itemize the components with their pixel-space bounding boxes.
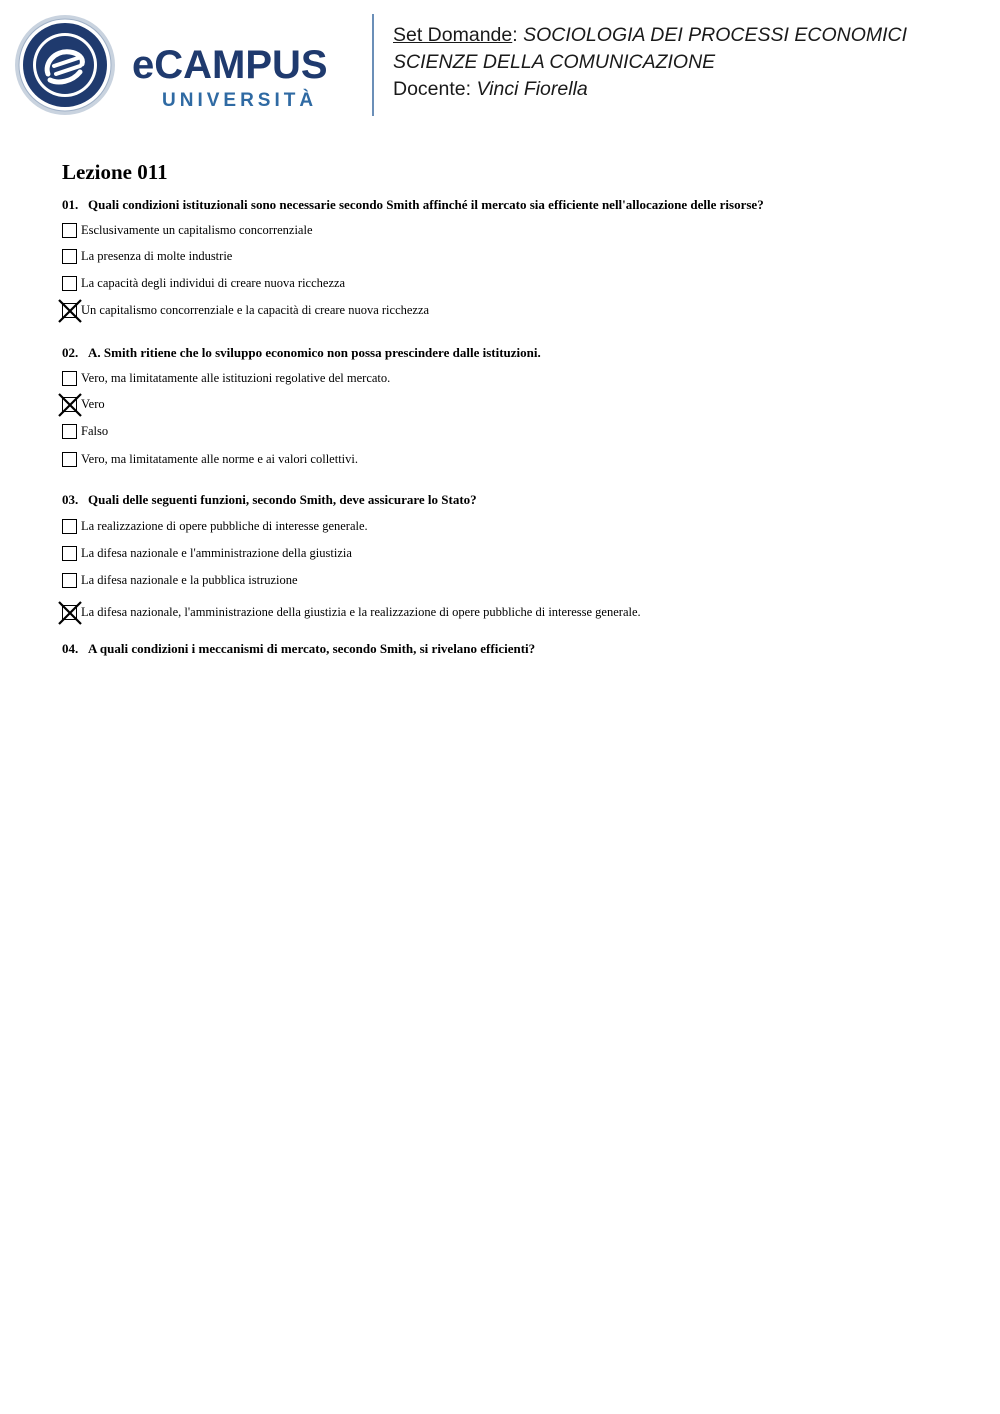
- header-divider: [372, 14, 374, 116]
- question-number: 04.: [62, 641, 79, 656]
- x-mark-icon: [58, 393, 82, 417]
- question-text: Quali delle seguenti funzioni, secondo Smith, deve assicurare lo Stato?: [88, 492, 477, 507]
- checked-checkbox[interactable]: [62, 397, 77, 412]
- checkbox[interactable]: [62, 371, 77, 386]
- checkbox[interactable]: [62, 519, 77, 534]
- question-number: 02.: [62, 345, 79, 360]
- option-label: La difesa nazionale e la pubblica istruzione: [81, 573, 298, 587]
- ecampus-seal-logo: [14, 14, 116, 116]
- x-mark-icon: [58, 299, 82, 323]
- option-label: La difesa nazionale, l'amministrazione della giustizia e la realizzazione di opere pubbliche di interesse generale.: [81, 605, 641, 619]
- option-label: Vero: [81, 397, 105, 411]
- lesson-title: Lezione 011: [62, 160, 168, 184]
- checkbox[interactable]: [62, 223, 77, 238]
- question-3: [62, 492, 477, 508]
- option-label: Vero, ma limitatamente alle istituzioni regolative del mercato.: [81, 371, 391, 385]
- checkbox[interactable]: [62, 546, 77, 561]
- question-1: [62, 197, 764, 213]
- option-label: La realizzazione di opere pubbliche di interesse generale.: [81, 519, 368, 533]
- course-name: SOCIOLOGIA DEI PROCESSI ECONOMICI: [523, 24, 908, 46]
- set-label: Set Domande: [393, 24, 513, 46]
- option-label: La capacità degli individui di creare nuova ricchezza: [81, 276, 346, 290]
- question-2: [62, 345, 541, 361]
- course-line-1: [393, 22, 907, 49]
- teacher-name: Vinci Fiorella: [476, 78, 588, 100]
- teacher-line: [393, 76, 907, 103]
- x-mark-icon: [58, 601, 82, 625]
- option-label: Falso: [81, 424, 109, 438]
- option-label: La presenza di molte industrie: [81, 249, 233, 263]
- option-label: Esclusivamente un capitalismo concorrenziale: [81, 223, 313, 237]
- checked-checkbox[interactable]: [62, 303, 77, 318]
- question-4: [62, 641, 535, 657]
- question-number: 03.: [62, 492, 79, 507]
- set-colon: :: [512, 24, 518, 46]
- question-text: A. Smith ritiene che lo sviluppo economico non possa prescindere dalle istituzioni.: [88, 345, 541, 360]
- course-line-2: SCIENZE DELLA COMUNICAZIONE: [393, 51, 716, 73]
- checkbox[interactable]: [62, 452, 77, 467]
- option-label: La difesa nazionale e l'amministrazione della giustizia: [81, 546, 352, 560]
- question-text: A quali condizioni i meccanismi di mercato, secondo Smith, si rivelano efficienti?: [88, 641, 536, 656]
- option-label: Un capitalismo concorrenziale e la capacità di creare nuova ricchezza: [81, 303, 430, 317]
- checkbox[interactable]: [62, 424, 77, 439]
- question-text: Quali condizioni istituzionali sono necessarie secondo Smith affinché il mercato sia efficiente nell'allocazione delle risorse?: [88, 197, 764, 212]
- page-header: [0, 0, 1000, 130]
- header-info: [393, 22, 907, 103]
- option-label: Vero, ma limitatamente alle norme e ai valori collettivi.: [81, 452, 358, 466]
- logo-sub-text: UNIVERSITÀ: [162, 90, 318, 111]
- teacher-label: Docente:: [393, 78, 472, 100]
- checkbox[interactable]: [62, 276, 77, 291]
- checked-checkbox[interactable]: [62, 605, 77, 620]
- ecampus-wordmark-logo: [130, 42, 362, 114]
- checkbox[interactable]: [62, 573, 77, 588]
- question-number: 01.: [62, 197, 79, 212]
- logo-word-text: eCAMPUS: [132, 43, 328, 87]
- checkbox[interactable]: [62, 249, 77, 264]
